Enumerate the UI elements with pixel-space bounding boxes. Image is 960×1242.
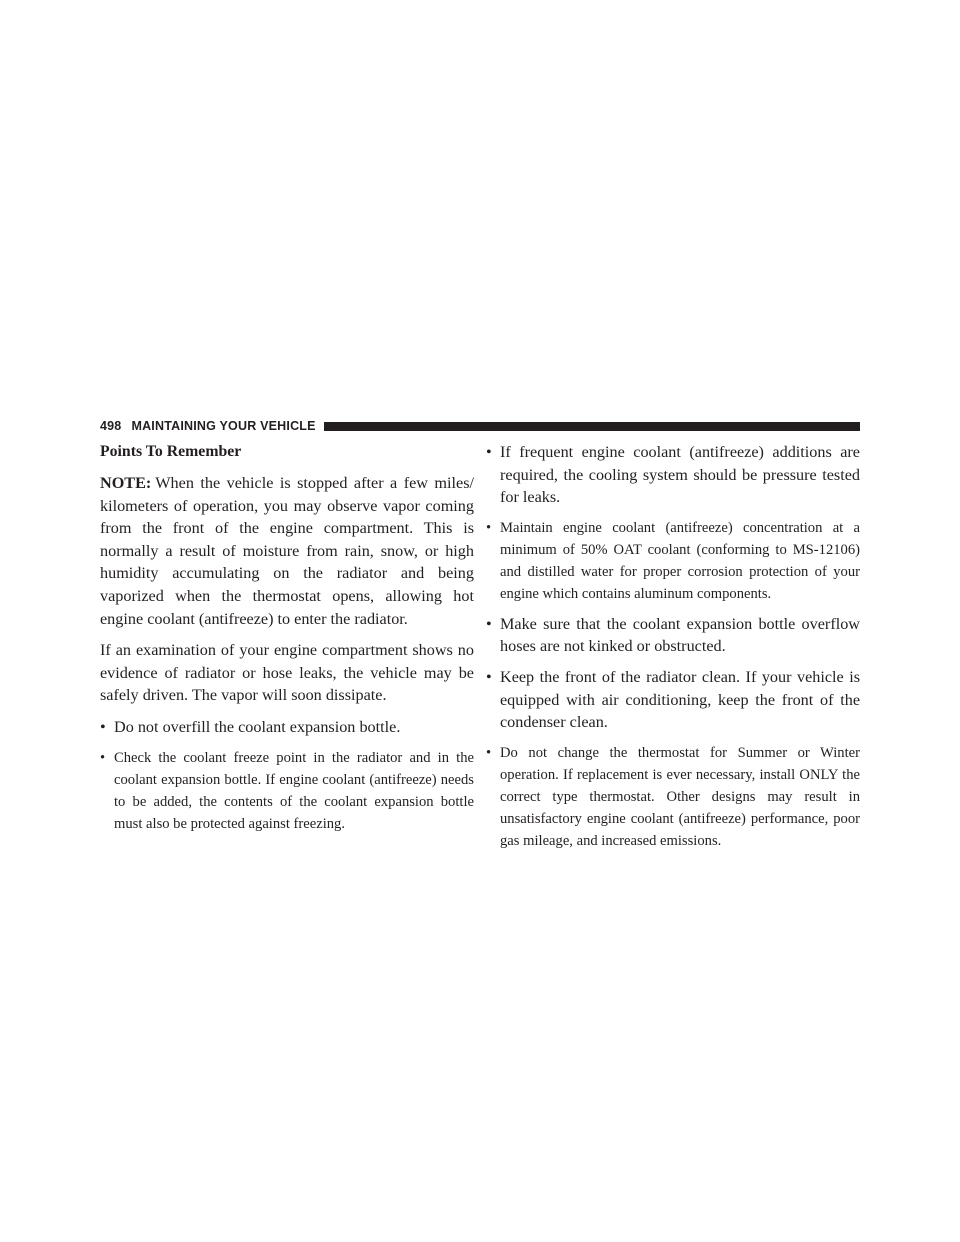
list-item [486,517,860,605]
left-bullet-list [100,716,474,835]
list-item [100,716,474,739]
note-text: When the vehicle is stopped after a few miles/ kilometers of operation, you may observe vapor coming from the front of the engine compartment. This is normally a result of moisture from rain, snow, or high humidity accumulating on the radiator and being vaporized when the thermostat opens, allowing hot engine coolant (antifreeze) to enter the radiator. [100,474,474,628]
page-header [100,419,860,433]
section-heading: Points To Remember [100,443,242,460]
bullet-glyph: • [100,749,106,766]
right-column [486,441,860,860]
bullet-glyph: • [486,744,492,761]
list-item [486,742,860,852]
note-label: NOTE: [100,474,152,492]
list-item [486,666,860,734]
list-item-text: Check the coolant freeze point in the radiator and in the coolant expansion bottle. If engine coolant (antifreeze) needs to be added, the contents of the coolant expansion bottle must also be protected against freezing. [114,749,474,832]
list-item-text: Do not overfill the coolant expansion bottle. [114,717,401,736]
note-paragraph [100,472,474,630]
bullet-glyph: • [486,667,492,686]
right-bullet-list [486,441,860,852]
header-rule [324,422,860,431]
list-item-text: Keep the front of the radiator clean. If your vehicle is equipped with air conditioning, keep the front of the condenser clean. [500,667,860,732]
section-title: MAINTAINING YOUR VEHICLE [131,419,316,433]
list-item [100,747,474,835]
left-column [100,441,474,843]
list-item-text: Make sure that the coolant expansion bottle overflow hoses are not kinked or obstructed. [500,614,860,656]
bullet-glyph: • [100,717,106,736]
list-item-text: Maintain engine coolant (antifreeze) concentration at a minimum of 50% OAT coolant (conforming to MS-12106) and distilled water for proper corrosion protection of your engine which contains aluminum components. [500,519,860,602]
list-item [486,441,860,509]
bullet-glyph: • [486,443,492,461]
page-number: 498 [100,419,122,433]
body-paragraph: If an examination of your engine compartment shows no evidence of radiator or hose leaks, the vehicle may be safely driven. The vapor will soon dissipate. [100,641,474,705]
list-item [486,613,860,658]
bullet-glyph: • [486,519,492,536]
list-item-text: If frequent engine coolant (antifreeze) additions are required, the cooling system should be pressure tested for leaks. [500,443,860,507]
list-item-text: Do not change the thermostat for Summer or Winter operation. If replacement is ever necessary, install ONLY the correct type thermostat. Other designs may result in unsatisfactory engine coolant (antifreeze) performance, poor gas mileage, and increased emissions. [500,744,860,849]
bullet-glyph: • [486,614,492,633]
